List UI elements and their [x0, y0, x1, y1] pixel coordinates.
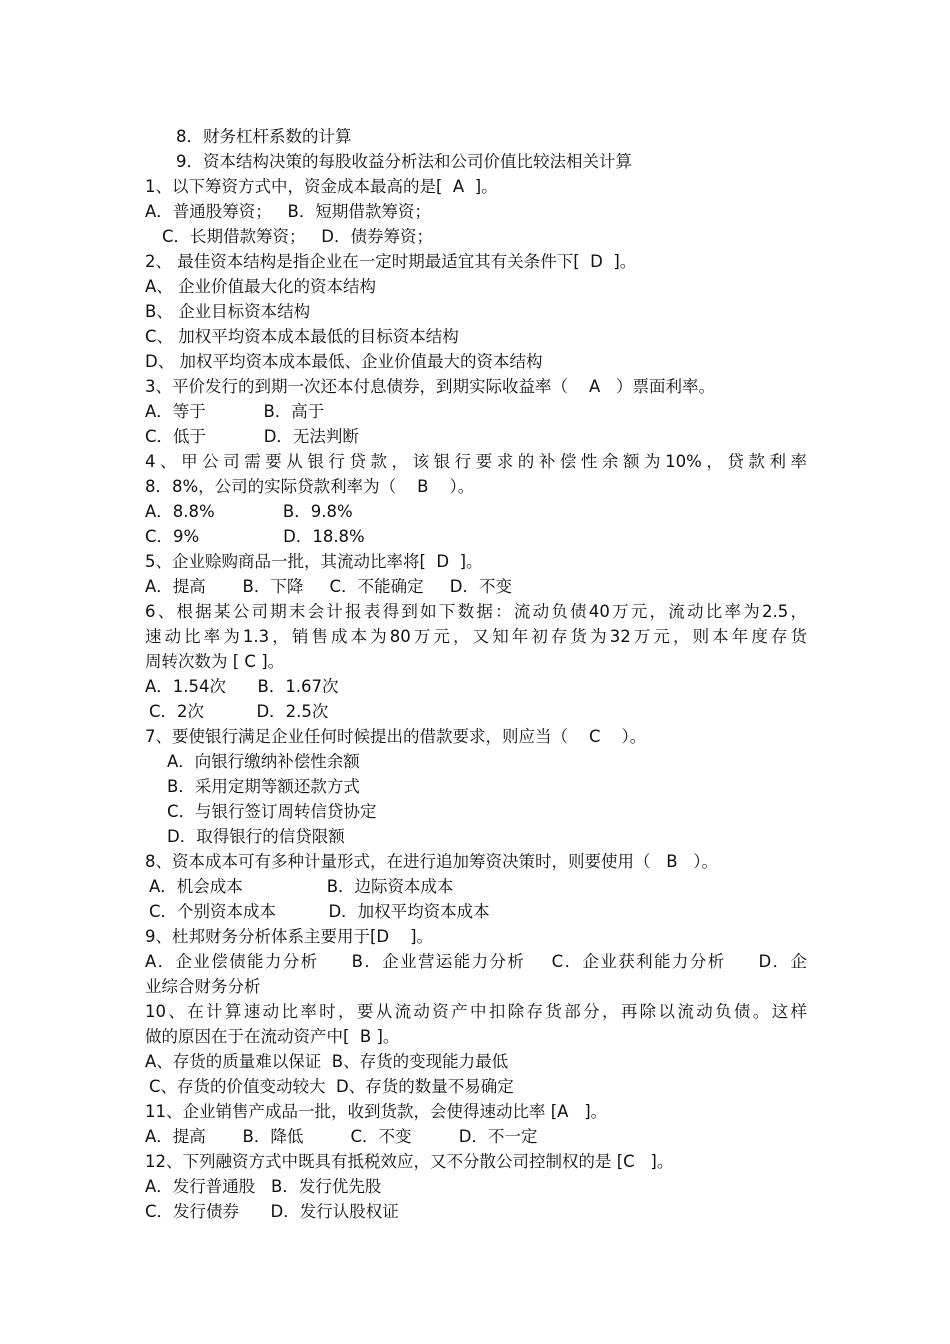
outline-item-9: 9．资本结构决策的每股收益分析法和公司价值比较法相关计算: [176, 152, 632, 171]
question-8-options-ab: A．机会成本 B．边际资本成本: [149, 877, 454, 896]
question-9: 9、杜邦财务分析体系主要用于[D ]。: [145, 927, 434, 946]
question-7-option-d: D．取得银行的信贷限额: [167, 827, 345, 846]
question-9-options-line-2: 业综合财务分析: [145, 977, 261, 996]
question-1: 1、以下筹资方式中，资金成本最高的是[ A ]。: [145, 177, 498, 196]
question-10-line-1: 10、在计算速动比率时，要从流动资产中扣除存货部分，再除以流动负债。这样: [145, 1002, 807, 1021]
question-7-option-c: C．与银行签订周转信贷协定: [167, 802, 377, 821]
question-2-option-b: B、 企业目标资本结构: [145, 302, 311, 321]
question-6-options-ab: A．1.54次 B．1.67次: [145, 677, 339, 696]
question-12-options-ab: A．发行普通股 B．发行优先股: [145, 1177, 382, 1196]
question-6-options-cd: C．2次 D．2.5次: [149, 702, 329, 721]
question-10-line-2: 做的原因在于在流动资产中[ B ]。: [145, 1027, 400, 1046]
question-7-option-a: A．向银行缴纳补偿性余额: [167, 752, 360, 771]
question-6-line-3: 周转次数为 [ C ]。: [145, 652, 285, 671]
question-12: 12、下列融资方式中既具有抵税效应，又不分散公司控制权的是 [C ]。: [145, 1152, 674, 1171]
question-1-options-ab: A．普通股筹资； B．短期借款筹资；: [145, 202, 431, 221]
question-7-option-b: B．采用定期等额还款方式: [167, 777, 360, 796]
question-2-option-d: D、 加权平均资本成本最低、企业价值最大的资本结构: [145, 352, 543, 371]
question-10-options-cd: C、存货的价值变动较大 D、存货的数量不易确定: [149, 1077, 514, 1096]
question-11: 11、企业销售产成品一批，收到货款，会使得速动比率 [A ]。: [145, 1102, 608, 1121]
question-12-options-cd: C．发行债券 D．发行认股权证: [145, 1202, 399, 1221]
question-6-line-1: 6、根据某公司期末会计报表得到如下数据：流动负债40万元，流动比率为2.5，: [145, 602, 807, 621]
question-6-line-2: 速动比率为1.3，销售成本为80万元，又知年初存货为32万元，则本年度存货: [145, 627, 807, 646]
question-5: 5、企业赊购商品一批，其流动比率将[ D ]。: [145, 552, 483, 571]
question-4-line-2: 8．8%，公司的实际贷款利率为（ B ）。: [145, 477, 475, 496]
question-5-options: A．提高 B．下降 C．不能确定 D．不变: [145, 577, 512, 596]
question-4-options-ab: A．8.8% B．9.8%: [145, 502, 353, 521]
question-11-options: A．提高 B．降低 C．不变 D．不一定: [145, 1127, 538, 1146]
outline-item-8: 8．财务杠杆系数的计算: [176, 127, 352, 146]
question-8-options-cd: C．个别资本成本 D．加权平均资本成本: [149, 902, 490, 921]
question-3: 3、平价发行的到期一次还本付息债券，到期实际收益率（ A ）票面利率。: [145, 377, 715, 396]
question-2-option-a: A、 企业价值最大化的资本结构: [145, 277, 377, 296]
question-2-option-c: C、 加权平均资本成本最低的目标资本结构: [145, 327, 459, 346]
question-7: 7、要使银行满足企业任何时候提出的借款要求，则应当（ C ）。: [145, 727, 647, 746]
question-10-options-ab: A、存货的质量难以保证 B、存货的变现能力最低: [145, 1052, 509, 1071]
question-2: 2、 最佳资本结构是指企业在一定时期最适宜其有关条件下[ D ]。: [145, 252, 637, 271]
question-4-line-1: 4、甲公司需要从银行贷款，该银行要求的补偿性余额为10%，贷款利率: [145, 452, 807, 471]
question-4-options-cd: C．9% D．18.8%: [145, 527, 365, 546]
question-1-options-cd: C．长期借款筹资； D．债券筹资；: [162, 227, 433, 246]
question-9-options-line-1: A．企业偿债能力分析 B．企业营运能力分析 C．企业获利能力分析 D．企: [145, 952, 807, 971]
question-8: 8、资本成本可有多种计量形式，在进行追加筹资决策时，则要使用（ B ）。: [145, 852, 719, 871]
question-3-options-ab: A．等于 B．高于: [145, 402, 325, 421]
question-3-options-cd: C．低于 D．无法判断: [145, 427, 359, 446]
